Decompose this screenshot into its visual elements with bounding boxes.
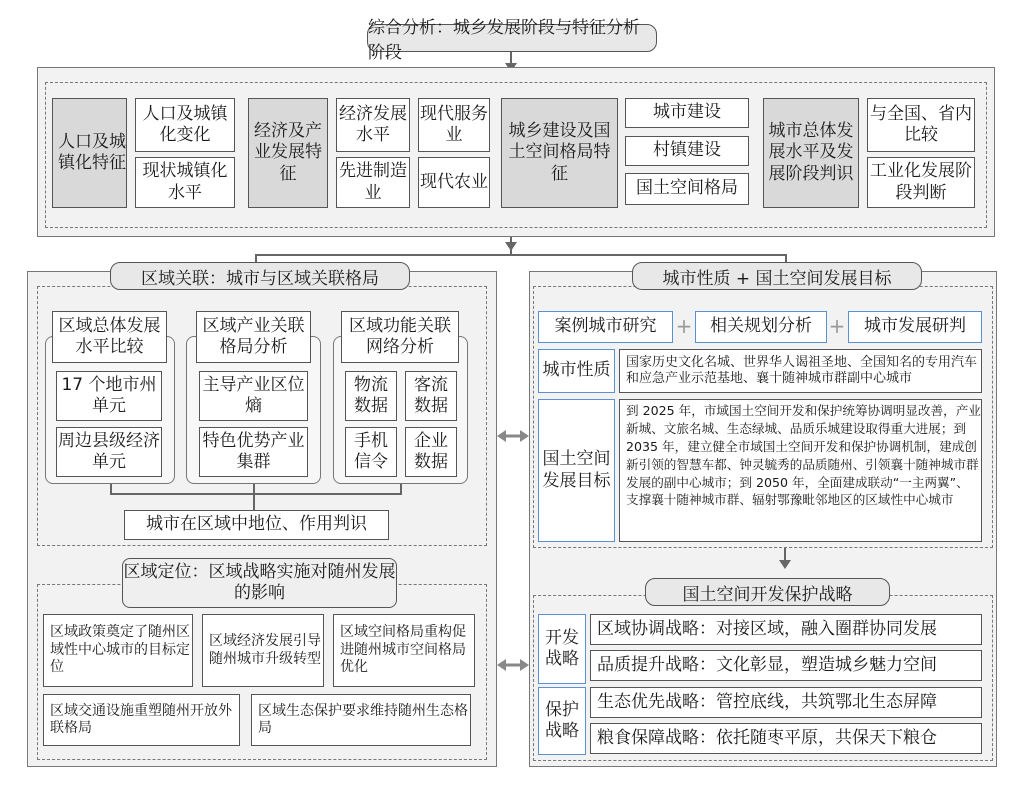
build-item: 国土空间格局	[625, 173, 749, 205]
level-item: 与全国、省内比较	[867, 98, 975, 152]
dev-item: 品质提升战略：文化彰显，塑造城乡魅力空间	[590, 650, 982, 681]
target-label: 国土空间发展目标	[538, 399, 615, 542]
double-arrow-icon	[497, 657, 529, 673]
group-item: 特色优势产业集群	[199, 427, 308, 477]
group-title: 区域产业关联格局分析	[196, 311, 311, 363]
group-item: 17 个地市州单元	[56, 371, 162, 421]
eco-item: 经济发展水平	[336, 98, 410, 152]
protect-item: 生态优先战略：管控底线，共筑鄂北生态屏障	[590, 687, 982, 718]
research-item: 案例城市研究	[538, 311, 673, 343]
pop-title: 人口及城镇化特征	[52, 98, 127, 208]
plus-icon: +	[675, 313, 693, 338]
position-item: 区域交通设施重塑随州开放外联格局	[43, 694, 240, 746]
region-title: 区域关联：城市与区域关联格局	[110, 262, 410, 290]
group-title: 区域总体发展水平比较	[52, 311, 167, 363]
group-item: 物流数据	[345, 371, 397, 421]
level-title: 城市总体发展水平及发展阶段判识	[763, 98, 859, 208]
position-item: 区域空间格局重构促进随州城市空间格局优化	[333, 614, 475, 687]
protect-item: 粮食保障战略：依托随枣平原，共保天下粮仓	[590, 723, 982, 754]
goal-title: 城市性质 + 国土空间发展目标	[632, 262, 922, 290]
pop-item: 人口及城镇化变化	[135, 98, 235, 152]
position-item: 区域政策奠定了随州区域性中心城市的目标定位	[43, 614, 193, 687]
group-item: 周边县级经济单元	[56, 427, 162, 477]
eco-item: 现代服务业	[418, 98, 490, 152]
group-title: 区域功能关联网络分析	[341, 311, 459, 363]
research-item: 城市发展研判	[848, 311, 982, 343]
strategy-title: 国土空间开发保护战略	[645, 578, 890, 606]
plus-icon: +	[828, 313, 846, 338]
region-judge: 城市在区域中地位、作用判识	[124, 510, 389, 540]
group-item: 主导产业区位熵	[199, 371, 308, 421]
build-title: 城乡建设及国土空间格局特征	[501, 98, 618, 208]
double-arrow-icon	[497, 428, 529, 444]
arrow-head	[505, 242, 517, 251]
top-title	[367, 18, 657, 63]
dev-label: 开发战略	[538, 614, 586, 684]
eco-title: 经济及产业发展特征	[248, 98, 328, 208]
nature-text: 国家历史文化名城、世界华人谒祖圣地、全国知名的专用汽车和应急产业示范基地、襄十随神城市群副中心城市	[619, 349, 982, 393]
build-item: 城市建设	[625, 98, 749, 128]
eco-item: 现代农业	[418, 157, 490, 208]
nature-label: 城市性质	[538, 349, 615, 393]
position-title: 区域定位：区域战略实施对随州发展的影响	[122, 558, 397, 608]
protect-label: 保护战略	[538, 687, 586, 755]
research-item: 相关规划分析	[695, 311, 827, 343]
group-item: 手机信令	[345, 427, 397, 477]
group-item: 客流数据	[405, 371, 457, 421]
target-text: 到 2025 年，市域国土空间开发和保护统筹协调明显改善，产业新城、文旅名城、生态绿城、品质乐城建设取得重大进展；到 2035 年，建立健全市域国土空间开发和保护协调机制，建成创新引领的智慧车都、钟灵毓秀的品质随州、引领襄十随神城市群发展的副中心城市；到 2050 年，全面建成联动“一主两翼”、支撑襄十随神城市群、辐射鄂豫毗邻地区的区域性中心城市	[619, 399, 982, 542]
connector-line	[255, 254, 785, 256]
position-item: 区域生态保护要求维持随州生态格局	[251, 694, 471, 746]
group-item: 企业数据	[405, 427, 457, 477]
build-item: 村镇建设	[625, 136, 749, 166]
eco-item: 先进制造业	[336, 157, 410, 208]
pop-item: 现状城镇化水平	[135, 157, 235, 208]
dev-item: 区域协调战略：对接区域，融入圈群协同发展	[590, 614, 982, 645]
top-title-text: 综合分析：城乡发展阶段与特征分析阶段	[368, 18, 640, 63]
position-item: 区域经济发展引导随州城市升级转型	[202, 614, 324, 687]
bracket-line	[253, 493, 255, 511]
arrow-head	[779, 560, 791, 569]
bracket-line	[110, 493, 402, 495]
level-item: 工业化发展阶段判断	[867, 157, 975, 208]
